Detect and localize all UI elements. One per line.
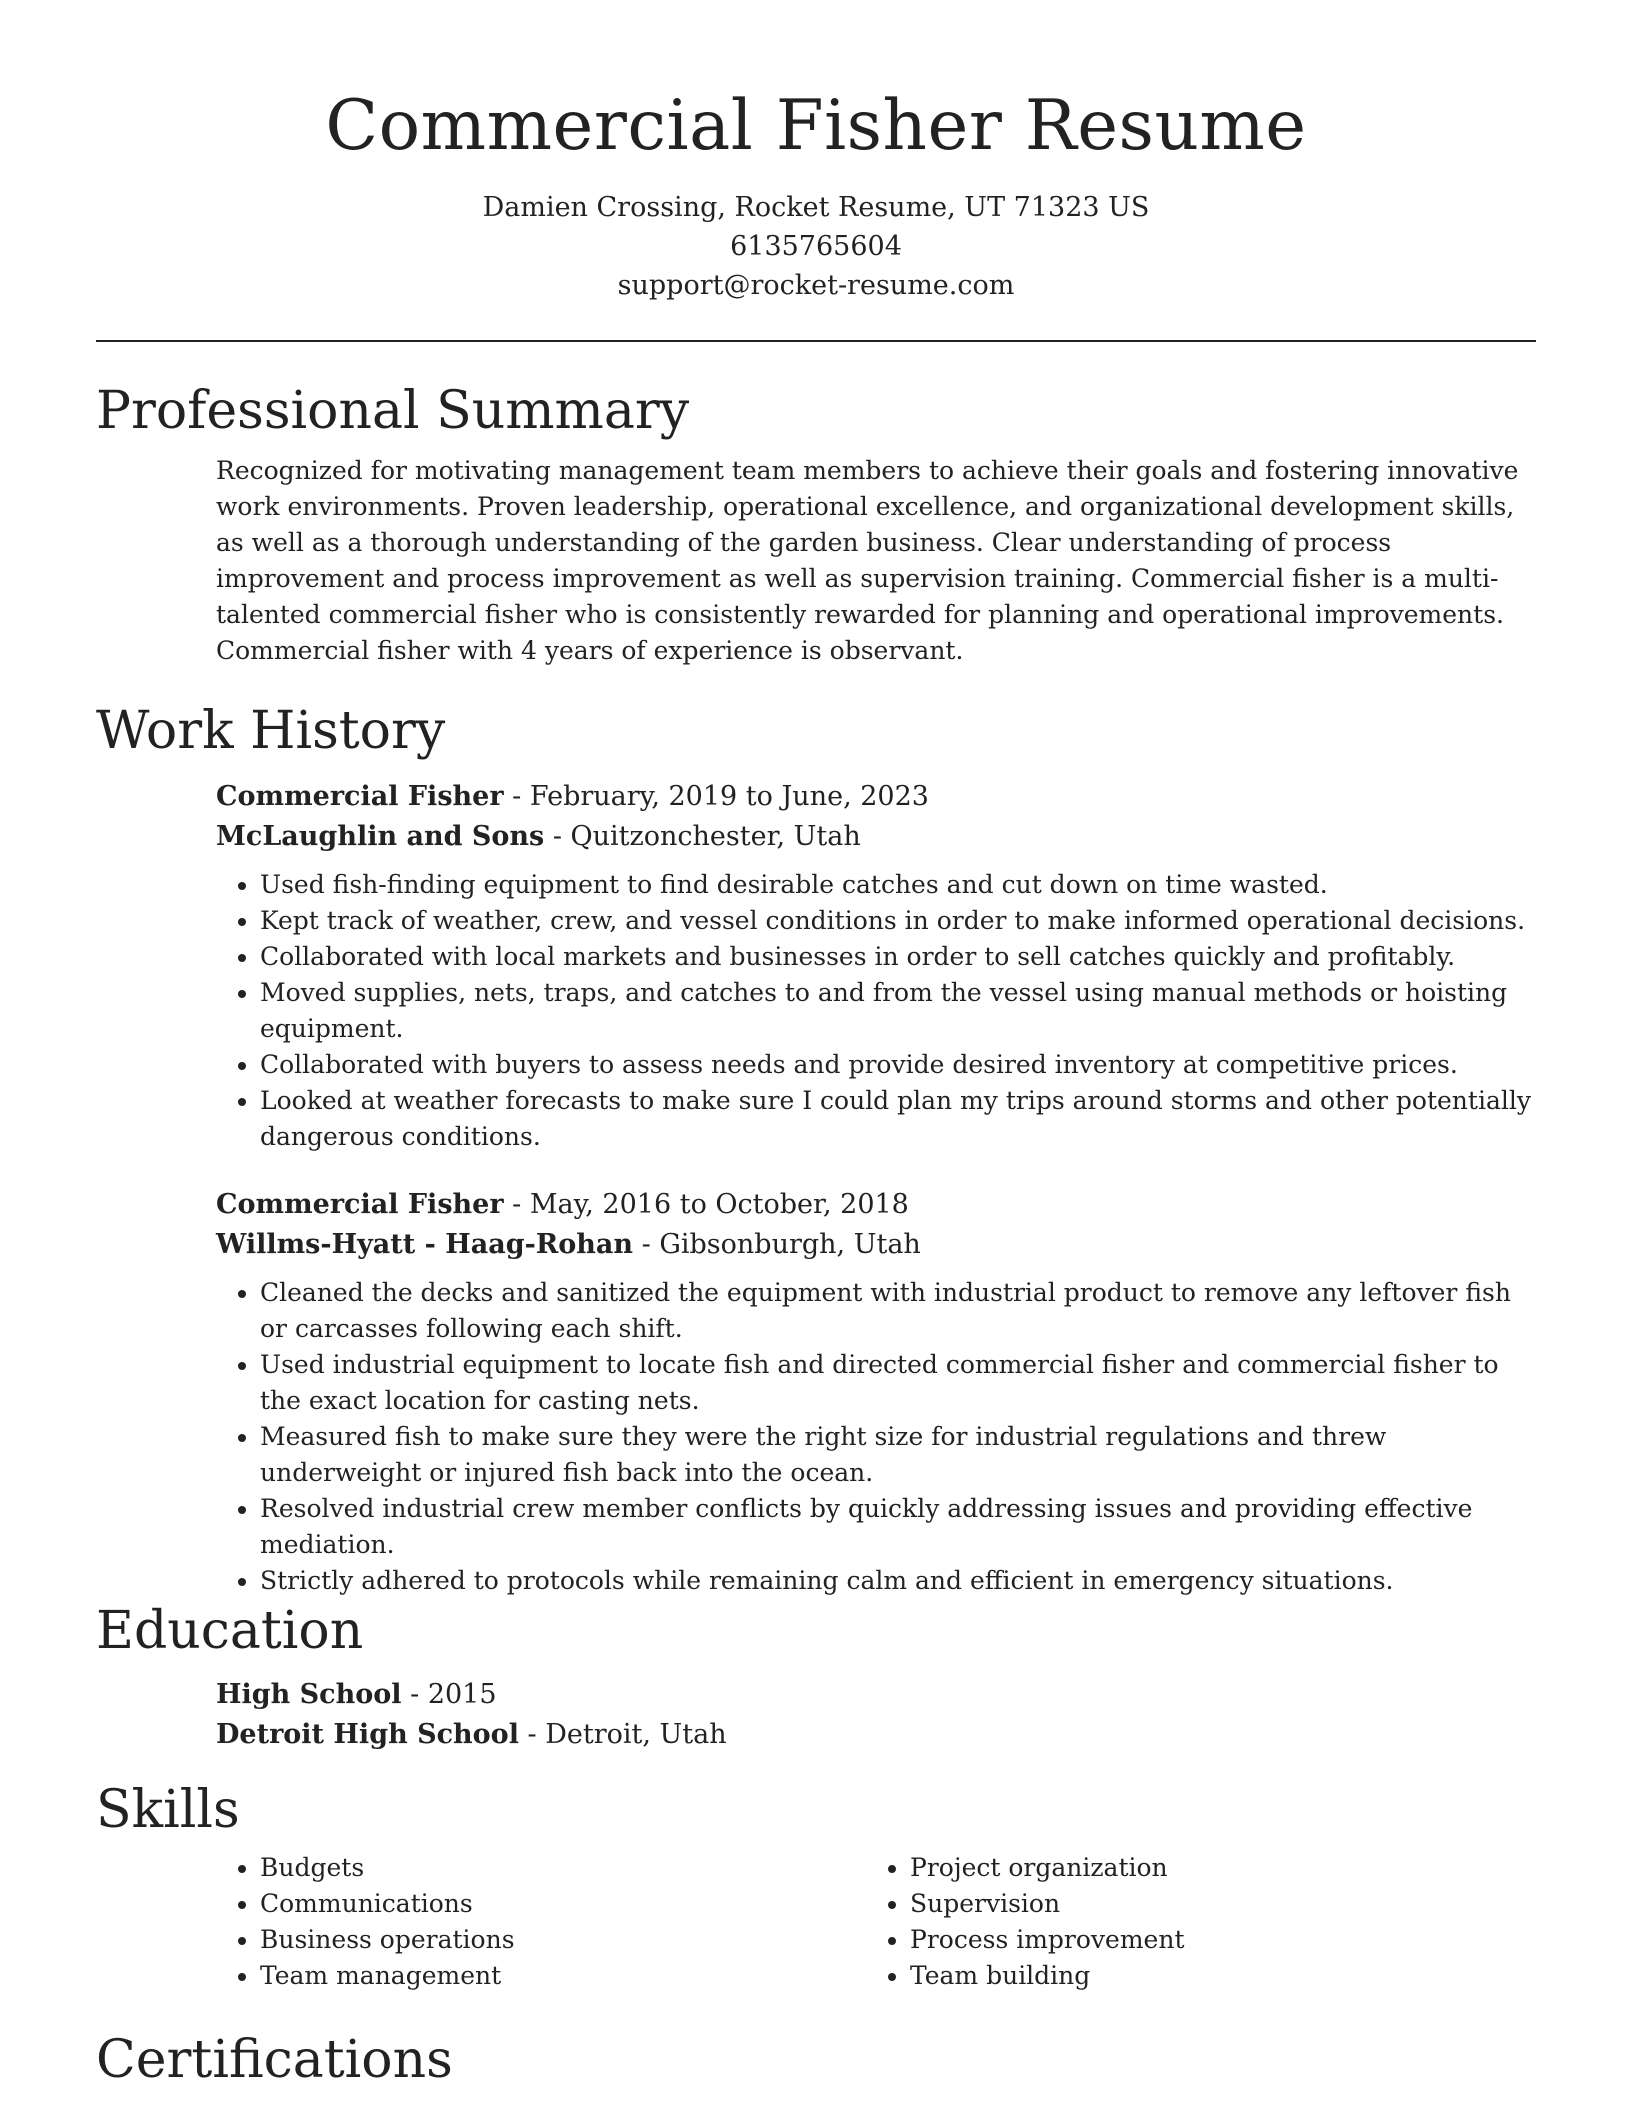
education-degree: High School xyxy=(216,1679,402,1710)
education-degree-line xyxy=(216,1675,1536,1715)
skill-item: • Business operations xyxy=(260,1922,866,1958)
list-item: • Measured fish to make sure they were the right size for industrial regulations and threw underweight or injured fish back into the ocean. xyxy=(260,1419,1536,1491)
job-title: Commercial Fisher xyxy=(216,1189,504,1220)
job-title-line xyxy=(216,1185,1536,1225)
section-title-skills: Skills xyxy=(96,1780,240,1840)
skills-grid xyxy=(216,1844,1536,1994)
education-school: Detroit High School xyxy=(216,1719,519,1750)
skills-section xyxy=(96,1776,1536,1994)
contact-email: support@rocket-resume.com xyxy=(617,270,1015,301)
job-company: McLaughlin and Sons xyxy=(216,821,545,852)
contact-address: Damien Crossing, Rocket Resume, UT 71323 US xyxy=(482,192,1150,223)
summary-section xyxy=(96,377,1536,669)
education-school-line xyxy=(216,1715,1536,1755)
list-item: • Looked at weather forecasts to make sure I could plan my trips around storms and other potentially dangerous conditions. xyxy=(260,1083,1536,1155)
job-company-line xyxy=(216,1225,1536,1265)
list-item: • Collaborated with buyers to assess needs and provide desired inventory at competitive prices. xyxy=(260,1047,1536,1083)
section-title-summary: Professional Summary xyxy=(96,381,690,441)
work-history-section xyxy=(96,697,1536,1629)
job-location: - Quitzonchester, Utah xyxy=(544,821,861,852)
header-divider xyxy=(96,340,1536,342)
skills-list-right xyxy=(866,1850,1516,1994)
skill-item: • Team building xyxy=(910,1958,1516,1994)
education-section xyxy=(96,1597,1536,1755)
section-title-certifications: Certifications xyxy=(96,2030,453,2090)
skill-item: • Team management xyxy=(260,1958,866,1994)
list-item: • Resolved industrial crew member conflicts by quickly addressing issues and providing effective mediation. xyxy=(260,1491,1536,1563)
job-entry xyxy=(216,1185,1536,1599)
list-item: • Used industrial equipment to locate fish and directed commercial fisher and commercial fisher to the exact location for casting nets. xyxy=(260,1347,1536,1419)
list-item: • Used fish-finding equipment to find desirable catches and cut down on time wasted. xyxy=(260,867,1536,903)
skill-item: • Process improvement xyxy=(910,1922,1516,1958)
job-bullets xyxy=(216,867,1536,1155)
skill-item: • Project organization xyxy=(910,1850,1516,1886)
education-year: - 2015 xyxy=(401,1679,497,1710)
job-location: - Gibsonburgh, Utah xyxy=(633,1229,921,1260)
job-entry xyxy=(216,777,1536,1155)
job-title-line xyxy=(216,777,1536,817)
section-title-education: Education xyxy=(96,1601,364,1661)
job-dates: - May, 2016 to October, 2018 xyxy=(503,1189,909,1220)
section-title-work-history: Work History xyxy=(96,701,446,761)
job-dates: - February, 2019 to June, 2023 xyxy=(503,781,929,812)
list-item: • Moved supplies, nets, traps, and catches to and from the vessel using manual methods or hoisting equipment. xyxy=(260,975,1536,1047)
list-item: • Cleaned the decks and sanitized the equipment with industrial product to remove any leftover fish or carcasses following each shift. xyxy=(260,1275,1536,1347)
list-item: • Kept track of weather, crew, and vessel conditions in order to make informed operational decisions. xyxy=(260,903,1536,939)
resume-header xyxy=(0,82,1632,305)
education-location: - Detroit, Utah xyxy=(518,1719,727,1750)
job-bullets xyxy=(216,1275,1536,1599)
list-item: • Strictly adhered to protocols while remaining calm and efficient in emergency situations. xyxy=(260,1563,1536,1599)
contact-block xyxy=(0,188,1632,305)
resume-title: Commercial Fisher Resume xyxy=(325,86,1307,166)
summary-text: Recognized for motivating management team members to achieve their goals and fostering innovative work environments. Proven leadership, operational excellence, and organizational development skills, as well as a thorough understanding of the garden business. Clear understanding of process improvement and process improvement as well as supervision training. Commercial fisher is a multi-talented commercial fisher who is consistently rewarded for planning and operational improvements. Commercial fisher with 4 years of experience is observant. xyxy=(216,456,1519,665)
certifications-section xyxy=(96,2026,1536,2094)
skill-item: • Communications xyxy=(260,1886,866,1922)
job-company-line xyxy=(216,817,1536,857)
job-title: Commercial Fisher xyxy=(216,781,504,812)
list-item: • Collaborated with local markets and businesses in order to sell catches quickly and profitably. xyxy=(260,939,1536,975)
contact-phone: 6135765604 xyxy=(730,231,902,262)
skills-list-left xyxy=(216,1850,866,1994)
skill-item: • Budgets xyxy=(260,1850,866,1886)
skill-item: • Supervision xyxy=(910,1886,1516,1922)
job-company: Willms-Hyatt - Haag-Rohan xyxy=(216,1229,634,1260)
